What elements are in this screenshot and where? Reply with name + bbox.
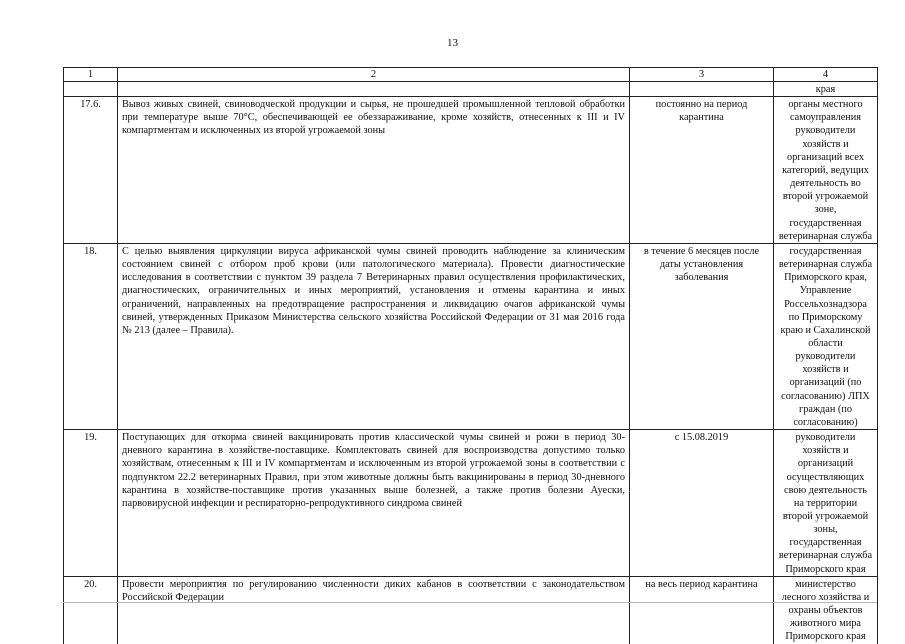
header-col-3: 3: [630, 68, 774, 82]
row-number: 17.6.: [64, 97, 118, 244]
row-measure: Вывоз живых свиней, свиноводческой продукции и сырья, не прошедшей промышленной тепловой обработки при температуре выше 70°С, обеспечивающей ее обеззараживание, кроме хозяйств, отнесенных к III и IV компартментам и исключенных из второй угрожаемой зоны: [118, 97, 630, 244]
row-responsible: министерство лесного хозяйства и охраны объектов животного мира Приморского края: [774, 576, 878, 643]
row-period: с 15.08.2019: [630, 430, 774, 577]
row-measure: С целью выявления циркуляции вируса африканской чумы свиней проводить наблюдение за клиническим состоянием свиней с отбором проб крови (или патологического материала). Провести диагностические исследования в соответствии с пунктом 39 раздела 7 Ветеринарных правил осуществления профилактических, диагностических, ограничительных и иных мероприятий, установления и отмены карантина и иных ограничений, направленных на предотвращение распространения и ликвидацию очагов африканской чумы свиней, утвержденных Приказом Министерства сельского хозяйства Российской Федерации от 31 мая 2016 года № 213 (далее – Правила).: [118, 243, 630, 429]
header-col-1: 1: [64, 68, 118, 82]
row-measure: Провести мероприятия по регулированию численности диких кабанов в соответствии с законодательством Российской Федерации: [118, 576, 630, 643]
header-col-4: 4: [774, 68, 878, 82]
scan-speck: [629, 491, 630, 492]
row-responsible: руководители хозяйств и организаций осуществляющих свою деятельность на территории второй угрожаемой зоны, государственная ветеринарная служба Приморского края: [774, 430, 878, 577]
row-number: 19.: [64, 430, 118, 577]
row-number: 20.: [64, 576, 118, 643]
continuation-row: [64, 82, 878, 97]
measures-table: [63, 67, 878, 644]
row-responsible: органы местного самоуправления руководители хозяйств и организаций всех категорий, ведущих деятельность во второй угрожаемой зоне, государственная ветеринарная служба: [774, 97, 878, 244]
row-period: постоянно на период карантина: [630, 97, 774, 244]
row-number: 18.: [64, 243, 118, 429]
table-row: [64, 243, 878, 429]
table-row: [64, 576, 878, 643]
row-measure: Поступающих для откорма свиней вакцинировать против классической чумы свиней и рожи в период 30-дневного карантина в хозяйстве-поставщике. Комплектовать свиней для воспроизводства допустимо только хозяйствам, отнесенным к III и IV компартментам и исключенным из второй угрожаемой зоны в соответствии с подпунктом 22.2 ветеринарных Правил, при этом животные должны быть вакцинированы в период 30-дневного карантина в хозяйстве-поставщике против указанных выше болезней, а также против болезни Ауески, парвовирусной инфекции и респираторно-репродуктивного синдрома свиней: [118, 430, 630, 577]
table-row: [64, 430, 878, 577]
row-period: в течение 6 месяцев после даты установления заболевания: [630, 243, 774, 429]
row-responsible: государственная ветеринарная служба Приморского края, Управление Россельхознадзора по Приморскому краю и Сахалинской области руководители хозяйств и организаций (по согласованию) ЛПХ граждан (по согласованию): [774, 243, 878, 429]
header-col-2: 2: [118, 68, 630, 82]
table-header-row: [64, 68, 878, 82]
page-number: 13: [447, 37, 458, 49]
page-bottom-edge: [63, 602, 877, 603]
table-row: [64, 97, 878, 244]
continuation-text: края: [774, 82, 878, 97]
row-period: на весь период карантина: [630, 576, 774, 643]
